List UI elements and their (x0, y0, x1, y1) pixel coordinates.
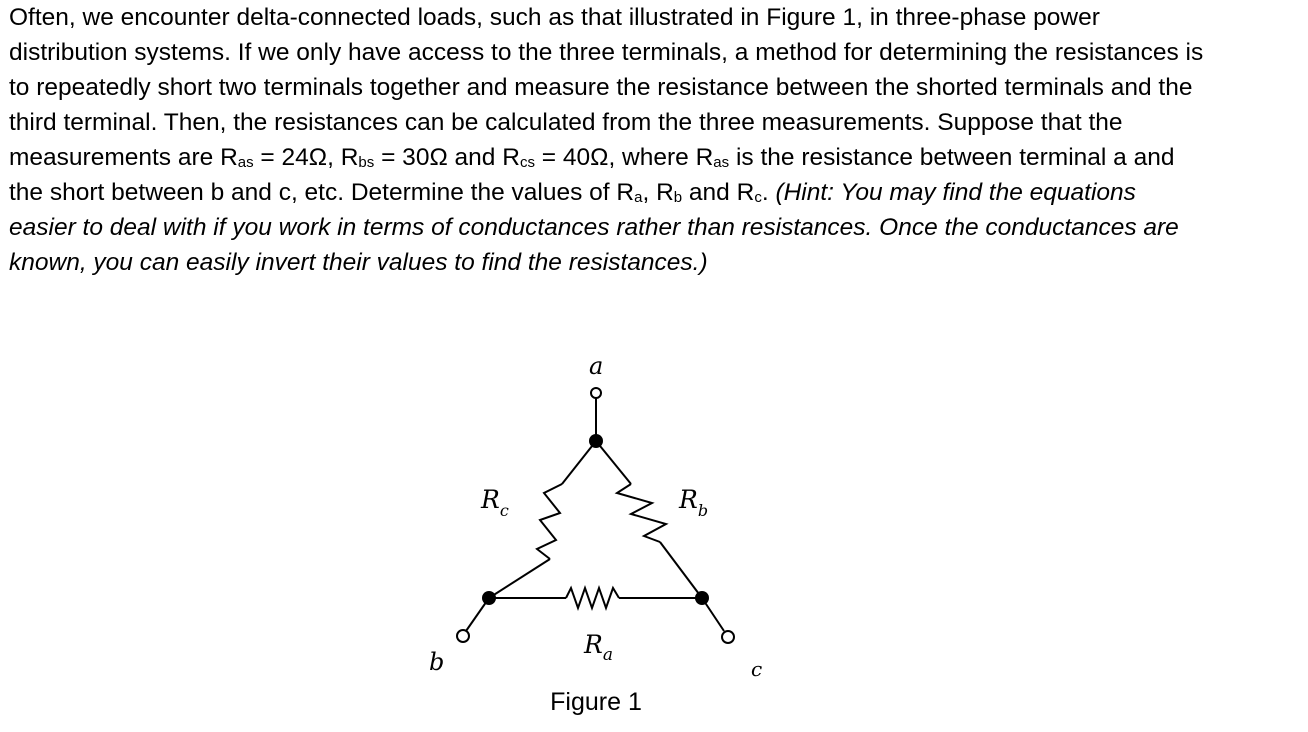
resistor-ra-zigzag (566, 588, 619, 608)
problem-statement: Often, we encounter delta-connected loads, such as that illustrated in Figure 1, in three-phase power distribution systems. If we only have access to the three terminals, a method for determining the resistances is to repeatedly short two terminals together and measure the resistance between the shorted terminals and the third terminal. Then, the resistances can be calculated from the three measurements. Suppose that the measurements are $R_{as} = 24\Omega$, $R_{bs} = 30\Omega$ and $R_{cs} = 40\Omega$, where $R_{as}$ is the resistance between terminal a and the short between b and c, etc. Determine the values of $R_a$, $R_b$ and $R_c$. (Hint: You may find the equations easier to deal with if you work in terms of conductances rather than resistances. Once the conductances are known, you can easily invert their values to find the resistances.) (9, 4, 1204, 276)
node-top-junction (589, 434, 603, 448)
hint-text: (Hint: You may find the equations easier to deal with if you work in terms of conductances rather than resistances. Once the conductances are known, you can easily invert their values to find the resistances.) (9, 179, 1179, 276)
problem-text-middle: is the resistance between terminal a and the short between b and c, etc. Determine the values of (9, 144, 1175, 206)
resistor-rb-zigzag (617, 484, 666, 542)
ra-label: $R_a$ (584, 630, 613, 665)
r-cs-symbol: $R_{cs}$ (502, 144, 535, 171)
ra-symbol: $R_a$ (616, 179, 643, 206)
resistor-rc-zigzag (537, 484, 562, 559)
r-bs-symbol: $R_{bs}$ (340, 144, 375, 171)
r-as-value: = 24Ω, (253, 144, 341, 171)
rb-label: $R_b$ (679, 485, 709, 520)
rc-label: $R_c$ (481, 485, 509, 520)
figure-caption: Figure 1 (550, 688, 642, 716)
r-as-symbol-2: $R_{as}$ (695, 144, 730, 171)
terminal-c-label: c (751, 657, 763, 681)
node-left-junction (482, 591, 496, 605)
terminal-a-label: a (589, 352, 604, 380)
terminal-a-open-circle (591, 388, 601, 398)
r-as-symbol: $R_{as}$ (220, 144, 254, 171)
problem-text-intro: Often, we encounter delta-connected loads, such as that illustrated in Figure 1, in three-phase power distribution systems. If we only have access to the three terminals, a method for determining the resistances is to repeatedly short two terminals together and measure the resistance between the shorted terminals and the third terminal. Then, the resistances can be calculated from the three measurements. Suppose that the measurements are (9, 4, 1204, 171)
terminal-b-open-circle (457, 630, 469, 642)
rb-symbol: $R_b$ (656, 179, 683, 206)
terminal-b-label: b (429, 648, 445, 676)
branch-b-wire-top (596, 441, 631, 484)
r-cs-value: = 40Ω, where (534, 144, 696, 171)
branch-b-wire-bottom (660, 542, 702, 598)
rc-symbol: $R_c$ (736, 179, 762, 206)
node-right-junction (695, 591, 709, 605)
r-bs-value: = 30Ω and (374, 144, 503, 171)
branch-c-wire-top (562, 441, 596, 484)
branch-c-wire-bottom (489, 559, 550, 598)
terminal-c-open-circle (722, 631, 734, 643)
